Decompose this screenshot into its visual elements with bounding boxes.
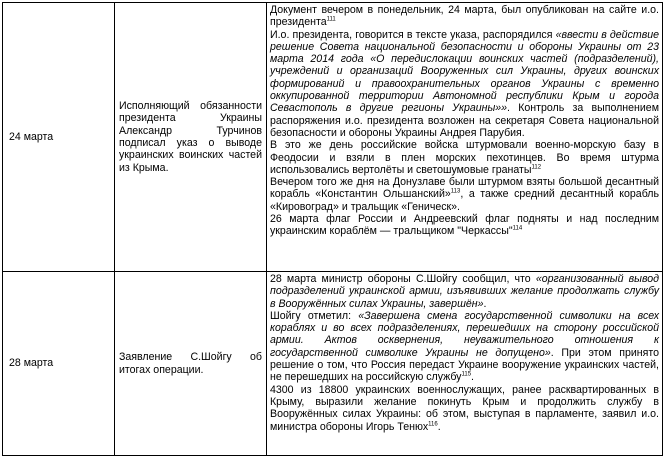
paragraph: Вечером того же дня на Донузлаве были штурмом взяты большой десантный корабль «Константин Ольшанский»$^{113}$, а также средний десантный корабль «Кировоград» и тральщик «Геническ». — [270, 176, 659, 213]
paragraph: Шойгу отметил: «Завершена смена государственной символики на всех кораблях и во всех подразделениях, перешедших на сторону российской армии. Актов осквернения, неуважительного отношения к государственной символике Украины не допущено». При этом принято решение о том, что Россия передаст Украине вооружение украинских частей, не перешедших на российскую службу$^{115}$. — [270, 309, 659, 384]
paragraph: 26 марта флаг России и Андреевский флаг подняты и над последним украинским кораблём — тральщиком "Черкассы"$^{114}$ — [270, 213, 659, 238]
footnote-ref[interactable]: 113 — [450, 188, 461, 195]
details-cell — [267, 3, 663, 272]
footnote-ref[interactable]: 115 — [461, 371, 472, 378]
table-row — [3, 272, 663, 456]
summary-cell: Заявление С.Шойгу об итогах операции. — [115, 272, 267, 456]
paragraph: И.о. президента, говорится в тексте указа, распорядился «ввести в действие решение Совета национальной безопасности и обороны Украины от 23 марта 2014 года «О передислокации воинских частей (подразделений), учреждений и организаций Вооруженных сил Украины, других воинских формирований и правоохранительных органов Украины с временно оккупированной территории Автономной республики Крым и города Севастополь в другие регионы Украины»». Контроль за выполнением распоряжения и.о. президента возложен на секретаря Совета национальной безопасности и обороны Украины Андрея Парубия. — [270, 28, 660, 139]
details-cell — [267, 272, 663, 456]
summary-cell: Исполняющий обязанности президента Украины Александр Турчинов подписал указ о выводе украинских воинских частей из Крыма. — [115, 3, 267, 272]
date-cell: 28 марта — [3, 272, 115, 456]
footnote-ref[interactable]: 114 — [512, 225, 523, 232]
paragraph: В это же день российские войска штурмовали военно-морскую базу в Феодосии и взяли в плен морских пехотинцев. Во время штурма использовались вертолёты и светошумовые гранаты$^{112}$ — [270, 139, 659, 176]
paragraph: Документ вечером в понедельник, 24 марта, был опубликован на сайте и.о. президента$^{111}$ — [270, 4, 659, 29]
paragraph: 28 марта министр обороны С.Шойгу сообщил, что «организованный вывод подразделений украинской армии, изъявивших желание продолжать службу в Вооружённых силах Украины, завершён». — [270, 273, 659, 310]
table-row — [3, 3, 663, 272]
footnote-ref[interactable]: 112 — [531, 164, 542, 171]
date-cell: 24 марта — [3, 3, 115, 272]
paragraph: 4300 из 18800 украинских военнослужащих, ранее расквартированных в Крыму, выразили желание покинуть Крым и продолжить службу в Вооружённых силах Украины: об этом, выступая в парламенте, заявил и.о. министра обороны Игорь Тенюх$^{116}$. — [270, 383, 659, 433]
footnote-ref[interactable]: 116 — [428, 421, 438, 428]
footnote-ref[interactable]: 111 — [326, 16, 336, 23]
events-table — [2, 2, 663, 456]
